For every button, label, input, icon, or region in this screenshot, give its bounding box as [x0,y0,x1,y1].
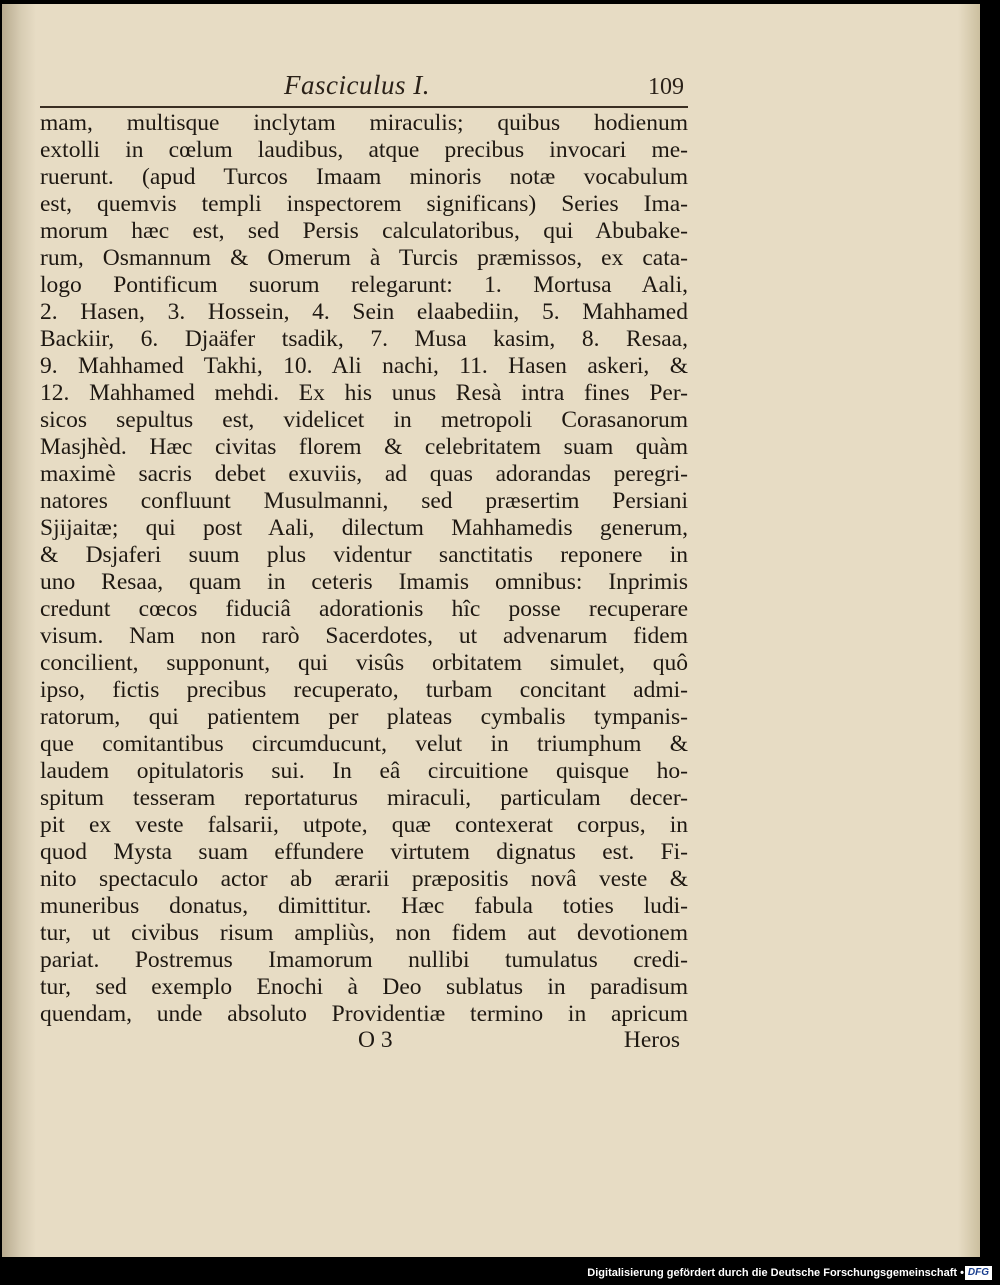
text-line: quendam, unde absoluto Providentiæ termino in apricum [40,1001,688,1027]
text-line: est, quemvis templi inspectorem significans) Series Ima- [40,191,688,217]
text-line: rum, Osmannum & Omerum à Turcis præmissos, ex cata- [40,245,688,271]
page-edge-shadow [958,4,980,1257]
text-line: laudem opitulatoris sui. In eâ circuitione quisque ho- [40,758,688,784]
text-line: natores confluunt Musulmanni, sed præsertim Persiani [40,488,688,514]
text-line: concilient, supponunt, qui visûs orbitatem simulet, quô [40,650,688,676]
text-line: nito spectaculo actor ab ærarii præpositis novâ veste & [40,866,688,892]
text-line: sicos sepultus est, videlicet in metropoli Corasanorum [40,407,688,433]
text-line: quod Mysta suam effundere virtutem dignatus est. Fi- [40,839,688,865]
text-line: & Dsjaferi suum plus videntur sanctitatis reponere in [40,542,688,568]
text-line: tur, sed exemplo Enochi à Deo sublatus in paradisum [40,974,688,1000]
signature-mark: O 3 [358,1027,393,1053]
header-rule [40,106,688,108]
dfg-logo: DFG [965,1266,992,1280]
text-line: spitum tesseram reportaturus miraculi, particulam decer- [40,785,688,811]
text-line: uno Resaa, quam in ceteris Imamis omnibus: Inprimis [40,569,688,595]
text-line: 12. Mahhamed mehdi. Ex his unus Resà intra fines Per- [40,380,688,406]
text-line: tur, ut civibus risum ampliùs, non fidem aut devotionem [40,920,688,946]
text-line: visum. Nam non rarò Sacerdotes, ut advenarum fidem [40,623,688,649]
text-line: morum hæc est, sed Persis calculatoribus, qui Abubake- [40,218,688,244]
text-line: Masjhèd. Hæc civitas florem & celebritatem suam quàm [40,434,688,460]
text-line: maximè sacris debet exuviis, ad quas adorandas peregri- [40,461,688,487]
digitization-credit: Digitalisierung gefördert durch die Deutsche Forschungsgemeinschaft • [587,1267,964,1279]
text-line: muneribus donatus, dimittitur. Hæc fabula toties ludi- [40,893,688,919]
text-line: ipso, fictis precibus recuperato, turbam concitant admi- [40,677,688,703]
text-line: que comitantibus circumducunt, velut in triumphum & [40,731,688,757]
text-line: 2. Hasen, 3. Hossein, 4. Sein elaabediin, 5. Mahhamed [40,299,688,325]
text-line: ruerunt. (apud Turcos Imaam minoris notæ vocabulum [40,164,688,190]
text-line: ratorum, qui patientem per plateas cymbalis tympanis- [40,704,688,730]
page-header [40,70,688,106]
catchword: Heros [623,1027,680,1053]
text-line: 9. Mahhamed Takhi, 10. Ali nachi, 11. Hasen askeri, & [40,353,688,379]
text-line: pit ex veste falsarii, utpote, quæ contexerat corpus, in [40,812,688,838]
body-text [40,110,688,1028]
running-title: Fasciculus I. [284,70,430,100]
page-number: 109 [648,74,684,100]
text-line: logo Pontificum suorum relegarunt: 1. Mortusa Aali, [40,272,688,298]
page-footer [40,1027,688,1057]
page-spine-shadow [2,4,36,1257]
text-line: mam, multisque inclytam miraculis; quibus hodienum [40,110,688,136]
text-line: credunt cœcos fiduciâ adorationis hîc posse recuperare [40,596,688,622]
text-line: Backiir, 6. Djaäfer tsadik, 7. Musa kasim, 8. Resaa, [40,326,688,352]
text-line: extolli in cœlum laudibus, atque precibus invocari me- [40,137,688,163]
text-line: pariat. Postremus Imamorum nullibi tumulatus credi- [40,947,688,973]
text-line: Sjijaitæ; qui post Aali, dilectum Mahhamedis generum, [40,515,688,541]
